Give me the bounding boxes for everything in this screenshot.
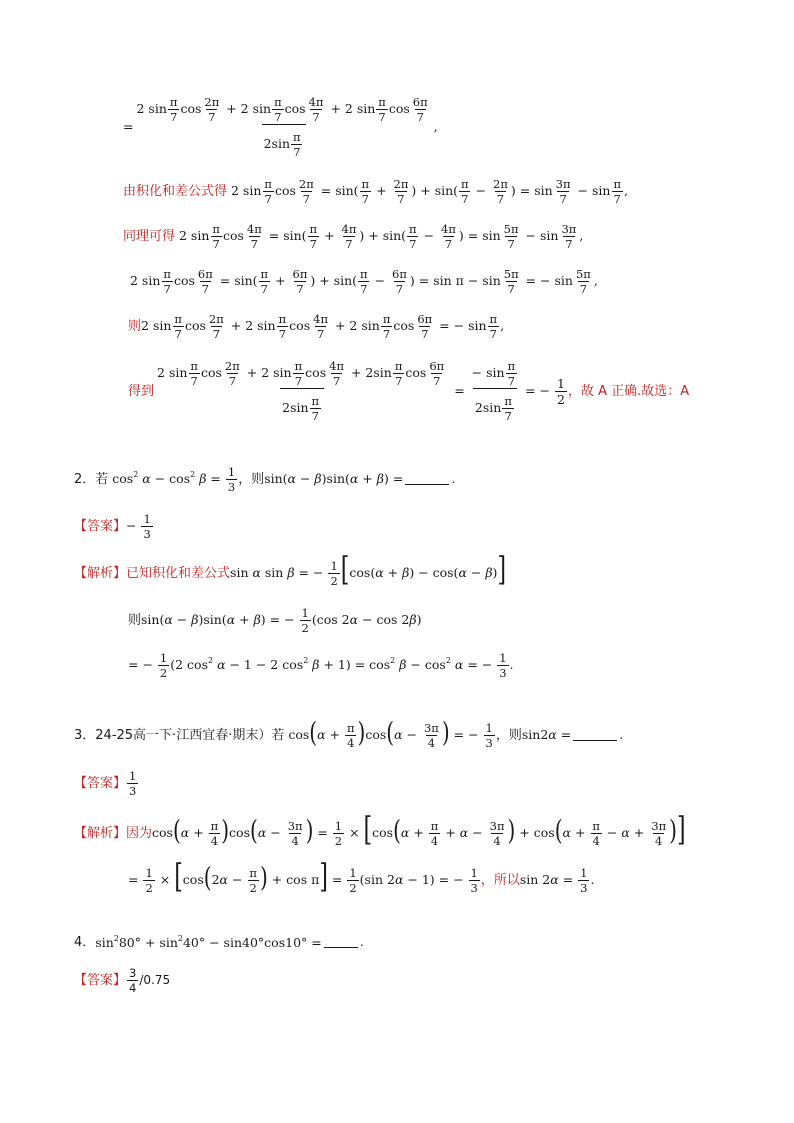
q4-end: . xyxy=(359,934,364,949)
step5-line: 得到 2 sin $\frac{\pi}{7}$ cos $\frac{2\pi}{7}$ + 2 sin $\frac{\pi}{7}$ cos $\frac{4\pi}{7}$ + 2sin $\frac{\pi}{7}$ cos $\frac{6\pi}{7}$ 2sin $\frac{\pi}{7}$ = − sin $\frac{\pi}{7}$ 2sin $\frac{\pi}{7}$ = − $\frac{1}{2}$ ，故 A 正确.故选：A xyxy=(128,359,690,424)
big-fraction-numerator: 2 sin $\frac{\pi}{7}$ cos $\frac{2\pi}{7}$ + 2 sin $\frac{\pi}{7}$ cos $\frac{4\pi}{7}$ + 2 sin $\frac{\pi}{7}$ cos $\frac{6\pi}{7}$ xyxy=(136,95,428,125)
q2-end: . xyxy=(451,471,456,487)
q2-analysis-line2 xyxy=(128,607,422,634)
q3-source: 24-25高一下·江西宜春·期末） xyxy=(95,728,272,744)
step5-text: 得到 xyxy=(128,383,155,399)
step2-text: 同理可得 xyxy=(123,229,176,245)
step4-line xyxy=(128,313,504,340)
q3-answer-tag: 【答案】 xyxy=(74,776,127,792)
q2-target: sin(α − β)sin(α + β) = xyxy=(264,471,404,487)
big-fraction xyxy=(134,96,432,158)
step3-line xyxy=(130,268,598,295)
q3-target: sin2α = xyxy=(521,727,572,743)
q3-answer-line xyxy=(74,770,139,797)
step2-formula: 2 sin $\frac{\pi}{7}$ cos $\frac{4\pi}{7}$ = sin( $\frac{\pi}{7}$ + $\frac{4\pi}{7}$ ) + sin( $\frac{\pi}{7}$ − $\frac{4\pi}{7}$ ) = sin $\frac{5\pi}{7}$ − sin $\frac{3\pi}{7}$ , xyxy=(175,222,584,252)
q2-answer-blank xyxy=(405,474,449,485)
q3-end: . xyxy=(619,727,624,743)
q2-number: 2． xyxy=(74,472,96,488)
q3-answer-value: $\frac{1}{3}$ xyxy=(129,769,137,799)
q3-mid: ，则 xyxy=(495,728,522,744)
q2-analysis-intro: 已知积化和差公式 xyxy=(126,566,231,582)
q3-line xyxy=(74,715,624,751)
q3-number: 3． xyxy=(74,728,96,744)
step1-line xyxy=(123,178,628,205)
step4-text: 则 xyxy=(128,319,142,335)
q3-analysis-line2-formula: = $\frac{1}{2}$ × [cos(2α − $\frac{\pi}{2}$ ) + cos π] = $\frac{1}{2}$ (sin 2α − 1) = − $\frac{1}{3}$ xyxy=(128,858,478,897)
q4-expr: $\sin^280^\circ + \sin^240^\circ - \sin 40^\circ\cos 10^\circ$ = xyxy=(95,934,322,950)
step1-formula: 2 sin $\frac{\pi}{7}$ cos $\frac{2\pi}{7}$ = sin( $\frac{\pi}{7}$ + $\frac{2\pi}{7}$ ) + sin( $\frac{\pi}{7}$ − $\frac{2\pi}{7}$ ) = sin $\frac{3\pi}{7}$ − sin $\frac{\pi}{7}$ , xyxy=(227,177,628,207)
q2-prefix: 若 xyxy=(95,472,109,488)
q2-analysis-line1 xyxy=(74,551,507,590)
q4-line xyxy=(74,935,364,950)
step3-formula: 2 sin $\frac{\pi}{7}$ cos $\frac{6\pi}{7}$ = sin( $\frac{\pi}{7}$ + $\frac{6\pi}{7}$ ) + sin( $\frac{\pi}{7}$ − $\frac{6\pi}{7}$ ) = sin π − sin $\frac{5\pi}{7}$ = − sin $\frac{5\pi}{7}$ , xyxy=(130,267,598,297)
q2-answer-tag: 【答案】 xyxy=(74,519,127,535)
q3-analysis-line2-mid: ，所以 xyxy=(480,873,520,889)
big-fraction-denominator: 2sin $\frac{\pi}{7}$ xyxy=(262,124,306,158)
step5-mid-fraction: − sin $\frac{\pi}{7}$ 2sin $\frac{\pi}{7}$ xyxy=(471,359,516,424)
q2-analysis-line3-formula: = − $\frac{1}{2}$ (2 $\cos^2 \alpha - 1 - 2$ $\cos^2 \beta + 1) = \cos^2 \beta - \cos^2 \alpha$ = − $\frac{1}{3}$ . xyxy=(128,651,514,681)
q3-answer-blank xyxy=(573,730,617,741)
q2-analysis-line3 xyxy=(128,652,514,679)
q3-analysis-tag: 【解析】 xyxy=(74,826,127,842)
q2-analysis-line2-prefix: 则 xyxy=(128,613,142,629)
q4-answer-tag: 【答案】 xyxy=(74,973,127,989)
q3-analysis-line2-end: sin 2α = $\frac{1}{3}$ . xyxy=(519,866,595,896)
q2-mid: ，则 xyxy=(238,472,265,488)
step5-big-fraction: 2 sin $\frac{\pi}{7}$ cos $\frac{2\pi}{7}$ + 2 sin $\frac{\pi}{7}$ cos $\frac{4\pi}{7}$ + 2sin $\frac{\pi}{7}$ cos $\frac{6\pi}{7}$ 2sin $\frac{\pi}{7}$ xyxy=(157,359,445,424)
q2-analysis-line2-formula: sin(α − β)sin(α + β) = − $\frac{1}{2}$ (cos 2α − cos 2β) xyxy=(141,606,422,636)
q4-answer-value: $\frac{3}{4}$ /0.75 xyxy=(129,966,171,996)
q4-answer-line xyxy=(74,967,170,994)
q2-condition: $\cos^2 \alpha - \cos^2 \beta$ = $\frac{1}{3}$ xyxy=(108,465,236,495)
q3-condition: cos(α + $\frac{\pi}{4}$ )cos(α − $\frac{3\pi}{4}$ ) = − $\frac{1}{3}$ xyxy=(284,715,493,751)
q4-answer-blank xyxy=(324,937,358,948)
q3-analysis-line2 xyxy=(128,858,595,897)
step4-formula: 2 sin $\frac{\pi}{7}$ cos $\frac{2\pi}{7}$ + 2 sin $\frac{\pi}{7}$ cos $\frac{4\pi}{7}$ + 2 sin $\frac{\pi}{7}$ cos $\frac{6\pi}{7}$ = − sin $\frac{\pi}{7}$ , xyxy=(141,312,505,342)
q2-line xyxy=(74,466,455,493)
q2-analysis-formula: sin α sin β = − $\frac{1}{2}$ [cos(α + β) − cos(α − β)] xyxy=(230,551,507,590)
q2-answer-value: − $\frac{1}{3}$ xyxy=(126,512,151,542)
step5-conclusion: ，故 A 正确.故选：A xyxy=(567,383,690,399)
q2-analysis-tag: 【解析】 xyxy=(74,566,127,582)
q3-analysis-line1 xyxy=(74,811,686,850)
step2-line xyxy=(123,223,583,250)
big-fraction-line: = 2 sin $\frac{\pi}{7}$ cos $\frac{2\pi}{7}$ + 2 sin $\frac{\pi}{7}$ cos $\frac{4\pi}{7}$ + 2 sin $\frac{\pi}{7}$ cos $\frac{6\pi}{7}$ 2sin $\frac{\pi}{7}$ , xyxy=(123,95,438,160)
q3-analysis-line1-formula: cos(α + $\frac{\pi}{4}$ )cos(α − $\frac{3\pi}{4}$ ) = $\frac{1}{2}$ × [cos(α + $\frac{\pi}{4}$ + α − $\frac{3\pi}{4}$ ) + cos(α + $\frac{\pi}{4}$ − α + $\frac{3\pi}{4}$ )] xyxy=(152,811,686,850)
q3-analysis-intro: 因为 xyxy=(126,826,153,842)
step1-text: 由积化和差公式得 xyxy=(123,184,228,200)
eq-sign: = xyxy=(123,118,134,134)
q4-number: 4． xyxy=(74,934,96,950)
q3-prefix: 若 xyxy=(271,728,285,744)
q2-answer-line xyxy=(74,513,154,540)
